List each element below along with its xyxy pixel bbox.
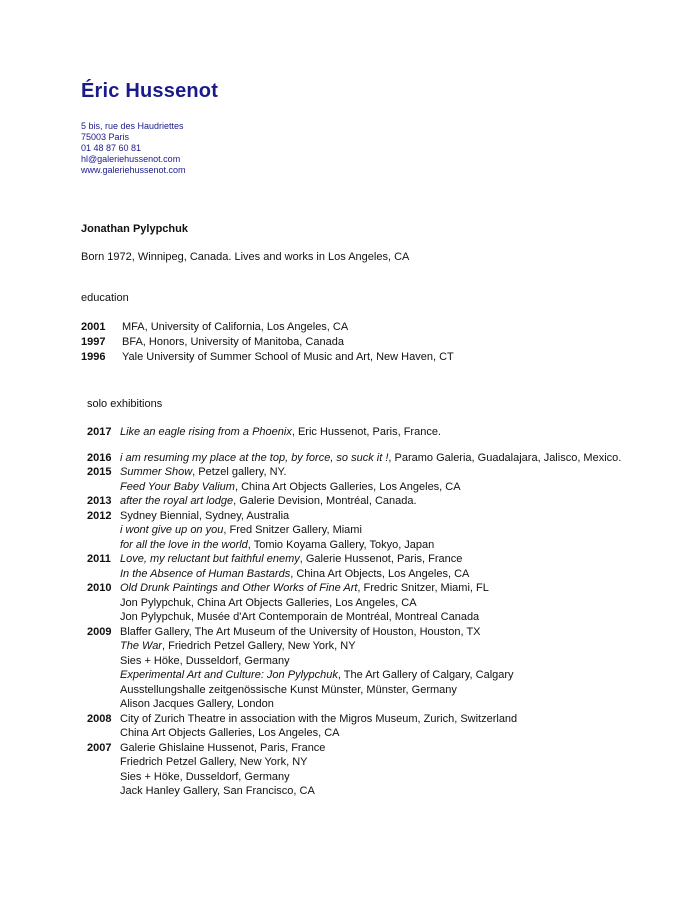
exhibition-entry (120, 538, 647, 553)
exhibition-year-group (87, 741, 647, 799)
exhibition-entry (120, 697, 647, 712)
exhibition-venue: Galerie Ghislaine Hussenot, Paris, France (120, 741, 326, 754)
exhibition-entry (120, 494, 647, 509)
exhibition-year-group (87, 451, 647, 466)
address-website[interactable]: www.galeriehussenot.com (81, 165, 186, 175)
education-year: 2001 (81, 321, 106, 333)
exhibition-entry (120, 596, 647, 611)
exhibition-title: The War (120, 640, 162, 652)
exhibition-title: Experimental Art and Culture: Jon Pylypchuk (120, 669, 338, 681)
address-city: 75003 Paris (81, 132, 130, 142)
exhibition-entry (120, 741, 647, 756)
exhibition-venue: Jack Hanley Gallery, San Francisco, CA (120, 785, 315, 797)
education-list (81, 320, 454, 365)
solo-exhibitions-heading: solo exhibitions (87, 398, 163, 410)
exhibition-year-group (87, 712, 647, 741)
exhibition-venue: Jon Pylypchuk, China Art Objects Galleries, Los Angeles, CA (120, 596, 417, 609)
exhibition-entry (120, 425, 647, 440)
exhibition-entry (120, 610, 647, 625)
exhibition-entry (120, 668, 647, 683)
exhibition-year-group (87, 625, 647, 712)
gallery-address (81, 121, 186, 176)
exhibition-entry (120, 770, 647, 785)
exhibition-year: 2017 (87, 426, 112, 438)
education-text: MFA, University of California, Los Angeles, CA (122, 321, 349, 333)
exhibition-venue: Sies + Höke, Dusseldorf, Germany (120, 654, 290, 667)
exhibition-entry (120, 726, 647, 741)
exhibition-venue: , The Art Gallery of Calgary, Calgary (337, 669, 514, 681)
exhibition-venue: Blaffer Gallery, The Art Museum of the University of Houston, Houston, TX (120, 625, 481, 638)
address-street: 5 bis, rue des Haudriettes (81, 121, 184, 131)
exhibition-year: 2012 (87, 509, 112, 522)
exhibition-entry (120, 784, 647, 799)
exhibition-venue: , Tomio Koyama Gallery, Tokyo, Japan (247, 538, 435, 551)
exhibition-year: 2011 (87, 553, 111, 565)
exhibition-year-group (87, 465, 647, 494)
address-email[interactable]: hl@galeriehussenot.com (81, 154, 181, 164)
education-heading: education (81, 292, 129, 304)
exhibition-title: for all the love in the world (120, 538, 248, 551)
exhibition-year: 2007 (87, 741, 112, 754)
exhibition-title: i wont give up on you (120, 524, 224, 536)
solo-exhibitions-list (87, 425, 647, 799)
exhibition-entry (120, 712, 647, 727)
education-text: Yale University of Summer School of Music and Art, New Haven, CT (122, 351, 454, 363)
exhibition-entry (120, 465, 647, 480)
exhibition-title: Like an eagle rising from a Phoenix (120, 426, 292, 438)
exhibition-venue: Sies + Höke, Dusseldorf, Germany (120, 770, 290, 783)
exhibition-title: Love, my reluctant but faithful enemy (120, 553, 300, 565)
exhibition-entry (120, 523, 647, 538)
exhibition-venue: , China Art Objects Galleries, Los Angeles, CA (234, 480, 461, 493)
exhibition-year-group (87, 581, 647, 625)
exhibition-venue: , Fredric Snitzer, Miami, FL (357, 582, 489, 594)
address-phone: 01 48 87 60 81 (81, 143, 142, 153)
exhibition-year: 2015 (87, 466, 112, 478)
exhibition-year-group (87, 552, 647, 581)
exhibition-year-group (87, 509, 647, 553)
exhibition-venue: Jon Pylypchuk, Musée d'Art Contemporain de Montréal, Montreal Canada (120, 611, 480, 623)
exhibition-entry (120, 625, 647, 640)
exhibition-title: after the royal art lodge (120, 495, 234, 507)
exhibition-venue: Ausstellungshalle zeitgenössische Kunst Münster, Münster, Germany (120, 683, 457, 696)
exhibition-venue: , Eric Hussenot, Paris, France. (291, 426, 441, 438)
exhibition-year: 2016 (87, 451, 112, 464)
exhibition-year: 2009 (87, 625, 112, 638)
exhibition-entry (120, 581, 647, 596)
exhibition-entry (120, 480, 647, 495)
exhibition-year: 2010 (87, 582, 112, 594)
exhibition-entry (120, 552, 647, 567)
exhibition-venue: , Paramo Galeria, Guadalajara, Jalisco, Mexico. (388, 451, 622, 464)
exhibition-venue: Friedrich Petzel Gallery, New York, NY (120, 756, 308, 768)
exhibition-entry (120, 683, 647, 698)
education-item (81, 320, 454, 335)
education-text: BFA, Honors, University of Manitoba, Canada (122, 336, 344, 348)
exhibition-year-group (87, 494, 647, 509)
exhibition-entry (120, 451, 647, 466)
exhibition-venue: , Fred Snitzer Gallery, Miami (223, 524, 362, 536)
exhibition-title: Old Drunk Paintings and Other Works of Fine Art (120, 582, 358, 594)
exhibition-venue: , Galerie Devision, Montréal, Canada. (233, 495, 417, 507)
exhibition-title: i am resuming my place at the top, by force, so suck it ! (120, 451, 389, 464)
exhibition-venue: City of Zurich Theatre in association with the Migros Museum, Zurich, Switzerland (120, 712, 518, 725)
exhibition-title: In the Absence of Human Bastards (120, 567, 291, 580)
exhibition-year-group (87, 425, 647, 440)
exhibition-venue: , Petzel gallery, NY. (192, 466, 287, 478)
education-year: 1996 (81, 351, 106, 363)
exhibition-venue: , China Art Objects, Los Angeles, CA (290, 567, 470, 580)
exhibition-entry (120, 755, 647, 770)
exhibition-venue: Sydney Biennial, Sydney, Australia (120, 509, 290, 522)
education-item (81, 350, 454, 365)
gallery-name: Éric Hussenot (81, 80, 219, 102)
exhibition-venue: China Art Objects Galleries, Los Angeles, CA (120, 727, 340, 739)
exhibition-entry (120, 654, 647, 669)
exhibition-title: Feed Your Baby Valium (120, 480, 235, 493)
exhibition-year: 2013 (87, 495, 112, 507)
exhibition-venue: , Galerie Hussenot, Paris, France (299, 553, 463, 565)
exhibition-entry (120, 567, 647, 582)
education-item (81, 335, 454, 350)
exhibition-year: 2008 (87, 712, 112, 725)
education-year: 1997 (81, 336, 106, 348)
exhibition-venue: , Friedrich Petzel Gallery, New York, NY (161, 640, 356, 652)
exhibition-venue: Alison Jacques Gallery, London (120, 698, 274, 710)
artist-bio: Born 1972, Winnipeg, Canada. Lives and works in Los Angeles, CA (81, 251, 410, 263)
exhibition-entry (120, 639, 647, 654)
artist-name: Jonathan Pylypchuk (81, 223, 188, 235)
exhibition-title: Summer Show (120, 466, 193, 478)
exhibition-entry (120, 509, 647, 524)
